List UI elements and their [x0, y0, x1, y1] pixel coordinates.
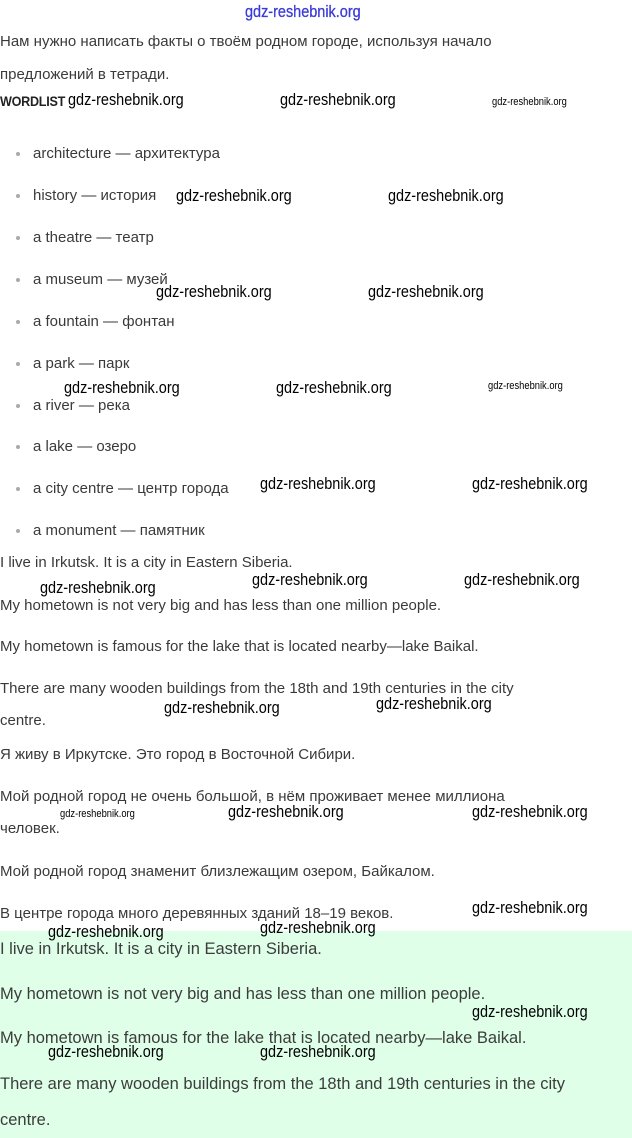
answer-line: My hometown is not very big and has less than one million people. — [0, 985, 486, 1003]
watermark: gdz-reshebnik.org — [48, 1042, 164, 1061]
watermark: gdz-reshebnik.org — [472, 802, 588, 821]
watermark: gdz-reshebnik.org — [68, 90, 184, 109]
bullet-icon — [16, 487, 20, 491]
wordlist-title: WORDLIST — [0, 93, 66, 109]
bullet-icon — [16, 152, 20, 156]
watermark: gdz-reshebnik.org — [260, 1042, 376, 1061]
watermark: gdz-reshebnik.org — [245, 2, 361, 21]
answer-line: There are many wooden buildings from the 18th and 19th centuries in the city — [0, 1075, 565, 1093]
watermark: gdz-reshebnik.org — [464, 570, 580, 589]
watermark: gdz-reshebnik.org — [280, 90, 396, 109]
watermark: gdz-reshebnik.org — [388, 186, 504, 205]
answer-line: My hometown is famous for the lake that is located nearby—lake Baikal. — [0, 1029, 527, 1047]
bullet-icon — [16, 236, 20, 240]
watermark: gdz-reshebnik.org — [472, 474, 588, 493]
bullet-icon — [16, 404, 20, 408]
watermark: gdz-reshebnik.org — [156, 282, 272, 301]
watermark: gdz-reshebnik.org — [164, 698, 280, 717]
watermark: gdz-reshebnik.org — [64, 378, 180, 397]
bullet-icon — [16, 320, 20, 324]
russian-line: Я живу в Иркутске. Это город в Восточной Сибири. — [0, 746, 356, 763]
watermark: gdz-reshebnik.org — [368, 282, 484, 301]
watermark: gdz-reshebnik.org — [492, 96, 567, 108]
english-line: There are many wooden buildings from the 18th and 19th centuries in the city — [0, 680, 514, 697]
russian-line: Мой родной город знаменит близлежащим озером, Байкалом. — [0, 863, 435, 880]
bullet-icon — [16, 278, 20, 282]
watermark: gdz-reshebnik.org — [472, 898, 588, 917]
russian-line: В центре города много деревянных зданий 18–19 веков. — [0, 905, 394, 922]
bullet-icon — [16, 529, 20, 533]
watermark: gdz-reshebnik.org — [488, 380, 563, 392]
english-line: centre. — [0, 712, 46, 729]
watermark: gdz-reshebnik.org — [176, 186, 292, 205]
watermark: gdz-reshebnik.org — [472, 1002, 588, 1021]
bullet-icon — [16, 445, 20, 449]
intro-line: предложений в тетради. — [0, 66, 170, 83]
watermark: gdz-reshebnik.org — [48, 922, 164, 941]
answer-line: centre. — [0, 1111, 51, 1129]
bullet-icon — [16, 362, 20, 366]
watermark: gdz-reshebnik.org — [252, 570, 368, 589]
watermark: gdz-reshebnik.org — [376, 694, 492, 713]
watermark: gdz-reshebnik.org — [60, 808, 135, 820]
watermark: gdz-reshebnik.org — [40, 578, 156, 597]
watermark: gdz-reshebnik.org — [276, 378, 392, 397]
answer-line: I live in Irkutsk. It is a city in Eastern Siberia. — [0, 940, 322, 958]
english-line: My hometown is not very big and has less than one million people. — [0, 597, 442, 614]
bullet-icon — [16, 194, 20, 198]
russian-line: Мой родной город не очень большой, в нём проживает менее миллиона — [0, 788, 505, 805]
watermark: gdz-reshebnik.org — [228, 802, 344, 821]
watermark: gdz-reshebnik.org — [260, 474, 376, 493]
watermark: gdz-reshebnik.org — [260, 918, 376, 937]
english-line: My hometown is famous for the lake that is located nearby—lake Baikal. — [0, 638, 479, 655]
russian-line: человек. — [0, 820, 60, 837]
english-line: I live in Irkutsk. It is a city in Eastern Siberia. — [0, 554, 293, 571]
intro-line: Нам нужно написать факты о твоём родном городе, используя начало — [0, 33, 492, 50]
